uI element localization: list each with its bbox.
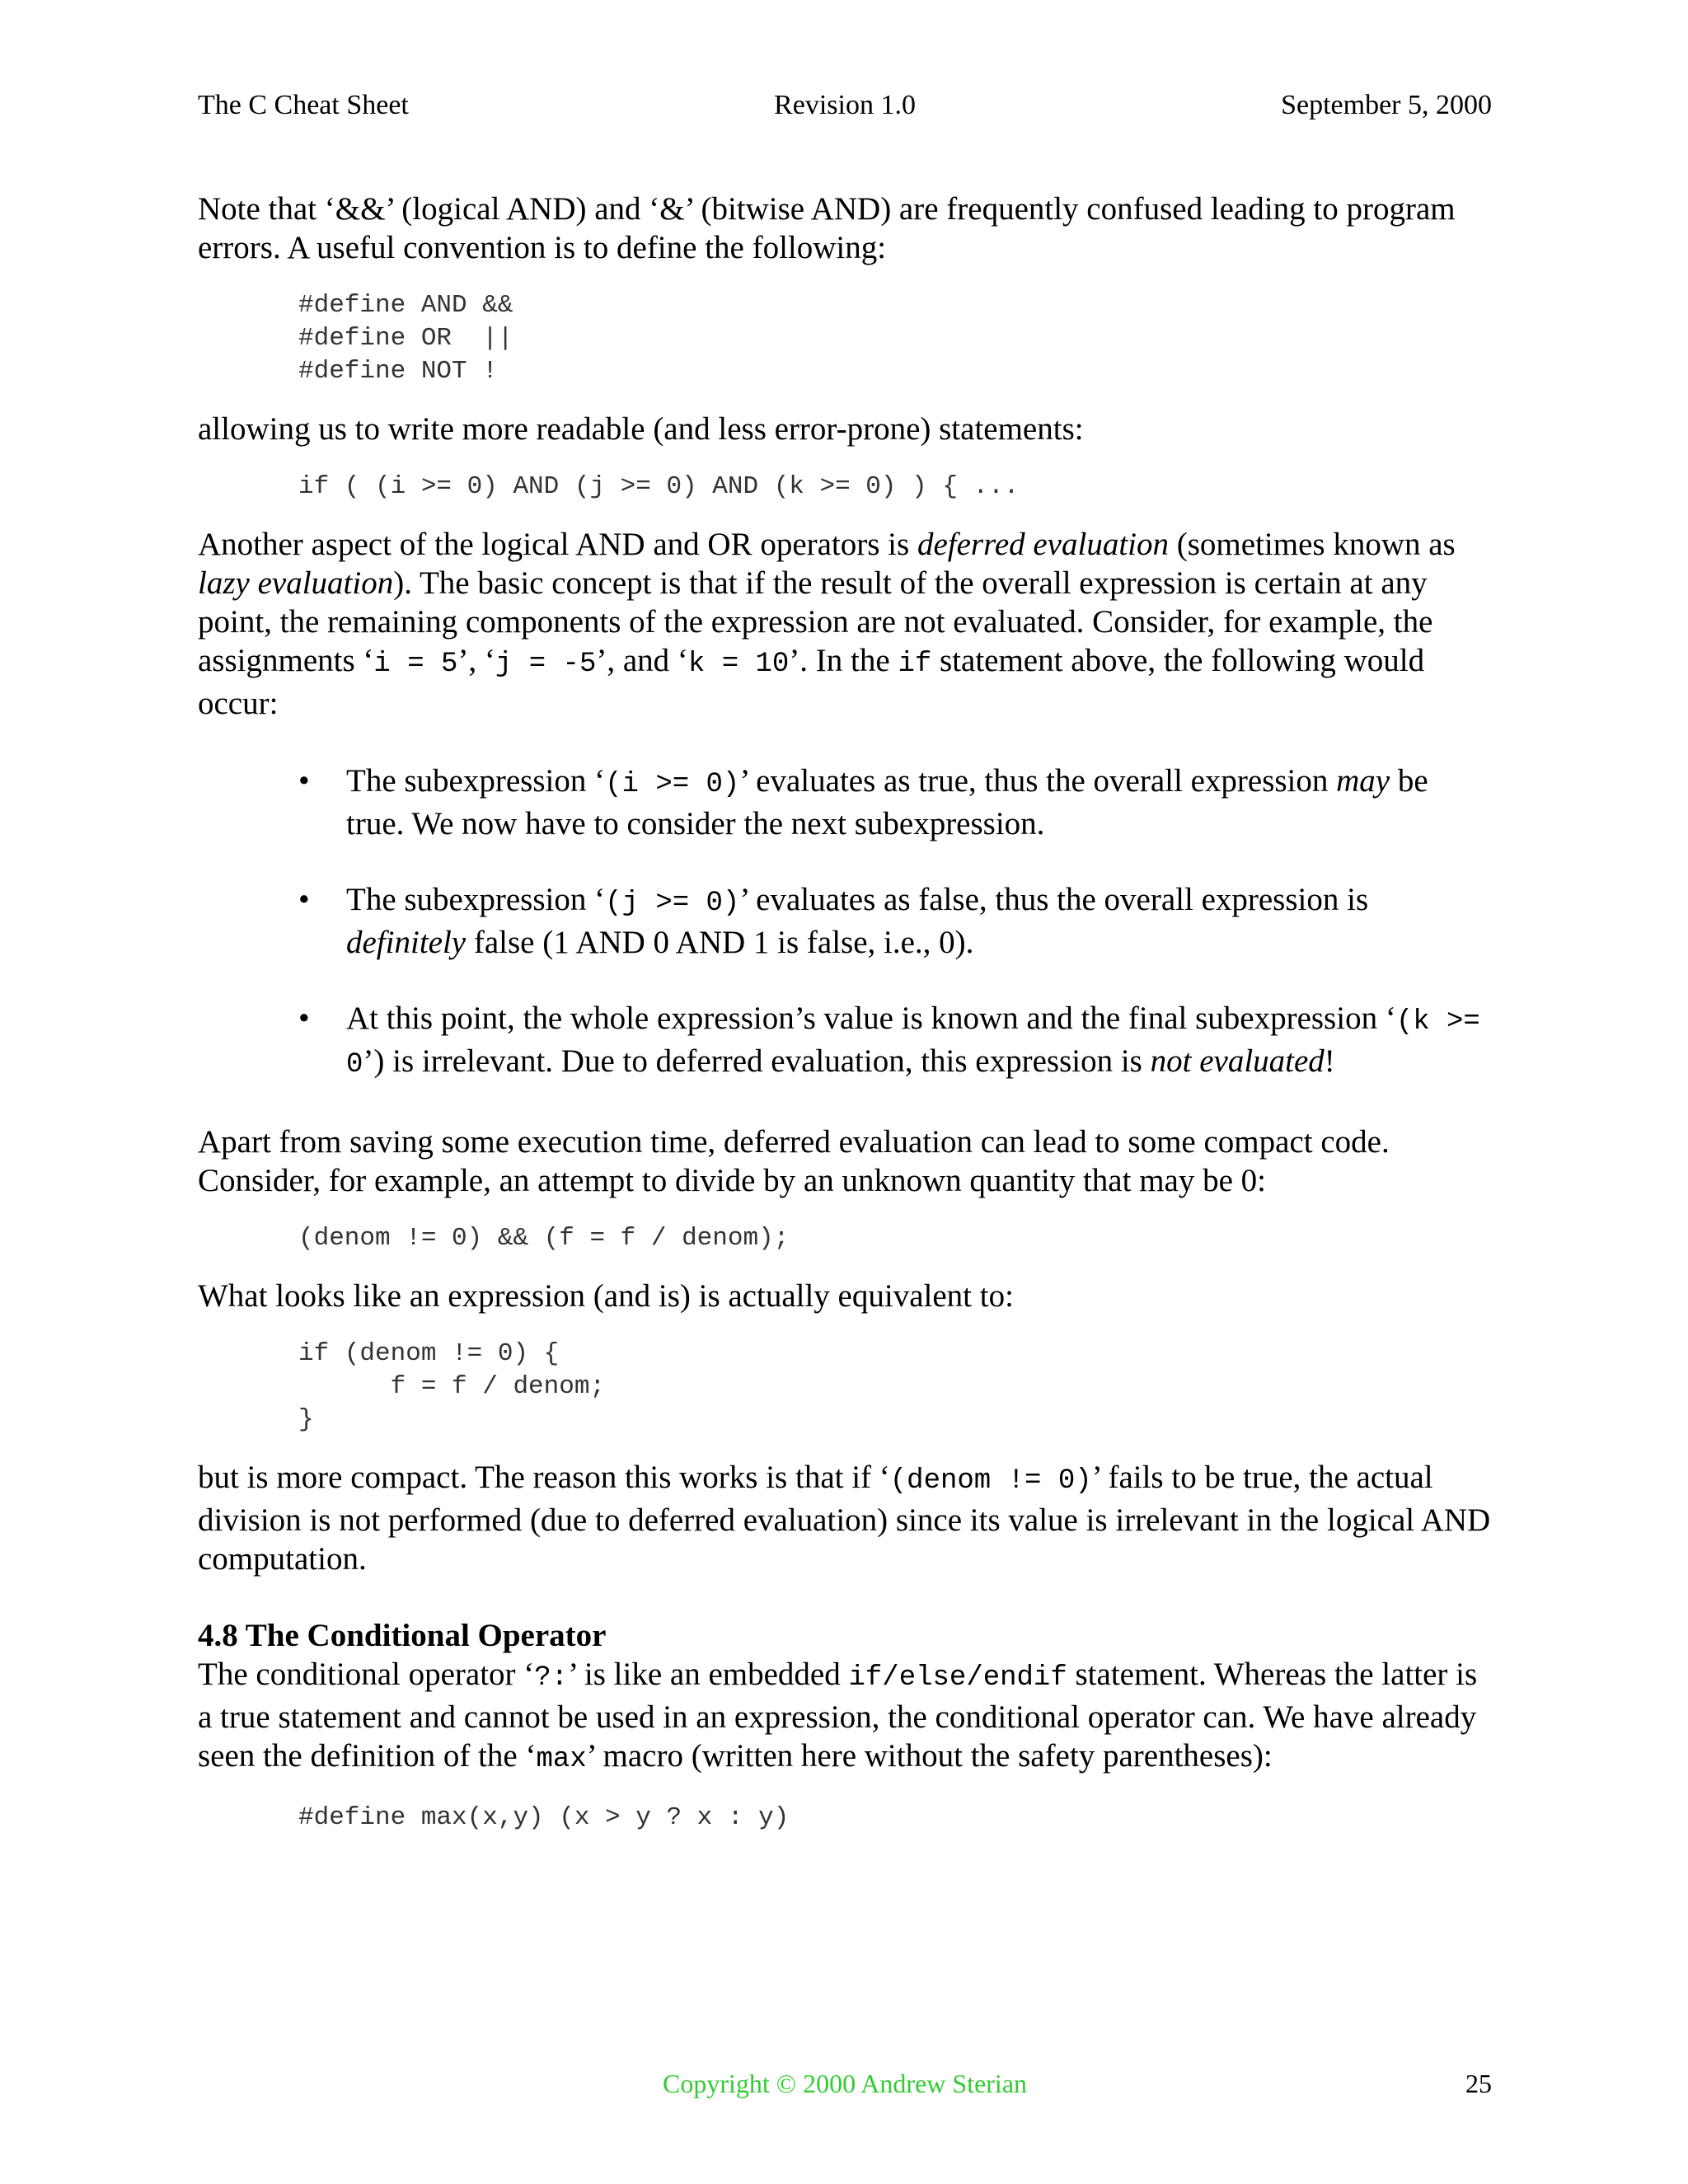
code-denom-expression: (denom != 0) && (f = f / denom); <box>298 1224 790 1253</box>
paragraph-readable: allowing us to write more readable (and less error-prone) statements: <box>198 411 1084 447</box>
paragraph-compact-code: Apart from saving some execution time, deferred evaluation can lead to some compact code. Consider, for example, an attempt to divide by an unknown quantity that may be 0: <box>198 1124 1390 1198</box>
code-if-denom-block: if (denom != 0) { f = f / denom; } <box>298 1339 606 1434</box>
code-if-statement: if ( (i >= 0) AND (j >= 0) AND (k >= 0) ) { ... <box>298 472 1020 501</box>
paragraph-and-confusion: Note that ‘&&’ (logical AND) and ‘&’ (bitwise AND) are frequently confused leading to program errors. A useful convention is to define the following: <box>198 191 1456 265</box>
header-title: The C Cheat Sheet <box>198 90 409 120</box>
page-body <box>198 190 1492 1835</box>
evaluation-steps-list <box>198 762 1492 1085</box>
copyright-notice: Copyright © 2000 Andrew Sterian <box>662 2069 1028 2098</box>
paragraph-more-compact: but is more compact. The reason this works is that if ‘(denom != 0)’ fails to be true, the actual division is not performed (due to deferred evaluation) since its value is irrelevant in the logical AND computation. <box>198 1460 1491 1577</box>
paragraph-deferred-evaluation: Another aspect of the logical AND and OR operators is deferred evaluation (sometimes known as lazy evaluation). The basic concept is that if the result of the overall expression is certain at any point, the remaining components of the expression are not evaluated. Consider, for example, the assignments ‘i = 5’, ‘j = -5’, and ‘k = 10’. In the if statement above, the following would occur: <box>198 527 1456 721</box>
header-revision: Revision 1.0 <box>774 90 916 120</box>
paragraph-equivalent: What looks like an expression (and is) is actually equivalent to: <box>198 1278 1014 1314</box>
list-item: • At this point, the whole expression’s value is known and the final subexpression ‘(k >= 0’) is irrelevant. Due to deferred evaluation, this expression is not evaluated! <box>298 1001 1480 1080</box>
code-define-macros: #define AND && #define OR || #define NOT ! <box>298 291 513 386</box>
paragraph-conditional-operator: The conditional operator ‘?:’ is like an embedded if/else/endif statement. Whereas the latter is a true statement and cannot be used in an expression, the conditional operator can. We have already seen the definition of the ‘max’ macro (written here without the safety parentheses): <box>198 1657 1478 1775</box>
header-date: September 5, 2000 <box>1281 90 1492 120</box>
code-max-macro: #define max(x,y) (x > y ? x : y) <box>298 1803 790 1832</box>
list-item: • The subexpression ‘(i >= 0)’ evaluates as true, thus the overall expression may be true. We now have to consider the next subexpression. <box>298 763 1428 841</box>
section-heading: 4.8 The Conditional Operator <box>198 1618 607 1653</box>
page-number: 25 <box>1465 2069 1492 2098</box>
list-item: • The subexpression ‘(j >= 0)’ evaluates as false, thus the overall expression is definitely false (1 AND 0 AND 1 is false, i.e., 0). <box>298 882 1369 960</box>
